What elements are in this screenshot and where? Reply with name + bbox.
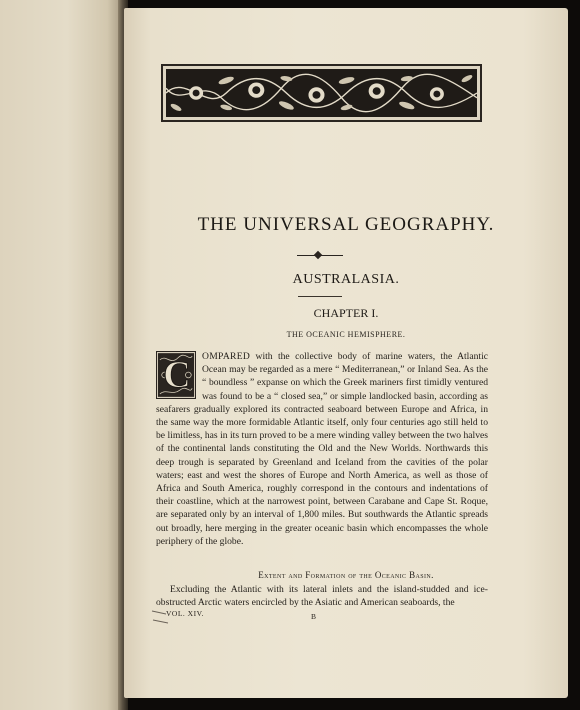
subtitle-rule	[298, 296, 342, 297]
sheet-signature: B	[311, 612, 317, 621]
left-page	[0, 0, 122, 710]
chapter-heading: CHAPTER I.	[313, 306, 379, 320]
floral-headpiece-ornament	[161, 64, 482, 122]
dropcap-initial	[156, 351, 196, 399]
paragraph-text: with the collective body of marine waters, the Atlantic Ocean may be regarded as a mere “ Mediterranean,” or Inland Sea. As the “ boundless ” expanse on which the Greek mariners first timidly ventured was found to be a “ closed sea,” or simple landlocked basin, according as seafarers gradually explored its contracted seaboard between Europe and Africa, in the same way the more formidable Atlantic itself, only four centuries ago still held to be limitless, has in its turn proved to be a mere winding valley between the two halves of the continental lands constituting the Old and the New Worlds. Northwards this deep trough is separated by Greenland and Iceland from the cavities of the polar waters; east and west the shores of Europe and North America, as well as those of Africa and South America, roughly correspond in the contours and indentations of their coastline, which at the narrowest point, between Carabane and Cape St. Roque, are separated only by an interval of 1,800 miles. But southwards the Atlantic spreads out broadly, here merging in the greater oceanic basin which encompasses the whole periphery of the globe.	[156, 351, 488, 547]
volume-signature: VOL. XIV.	[166, 609, 204, 618]
region-subtitle: AUSTRALASIA.	[292, 272, 400, 287]
floral-ornament-icon	[166, 69, 477, 117]
dropcap-letter: C	[163, 354, 191, 396]
book-title: THE UNIVERSAL GEOGRAPHY.	[197, 214, 495, 235]
section-heading: Extent and Formation of the Oceanic Basin.	[258, 570, 434, 580]
chapter-title: THE OCEANIC HEMISPHERE.	[286, 330, 406, 339]
opening-paragraph	[156, 350, 488, 548]
lead-word: OMPARED	[202, 351, 251, 362]
section-paragraph: Excluding the Atlantic with its lateral inlets and the island-studded and ice-obstructed Arctic waters encircled by the Asiatic and American seaboards, the	[156, 584, 488, 609]
